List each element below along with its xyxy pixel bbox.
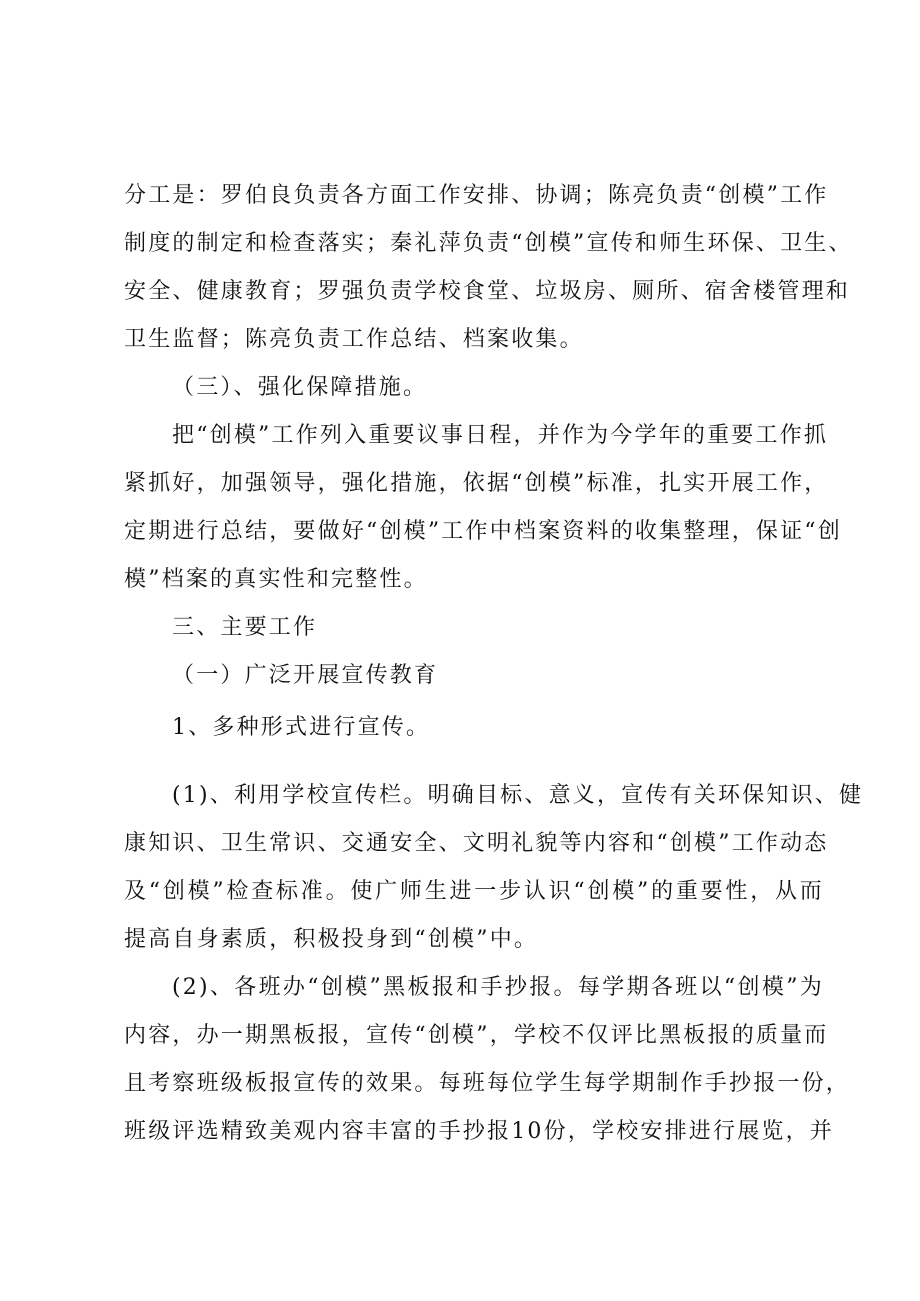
paragraph-line: (1)、利用学校宣传栏。明确目标、意义，宣传有关环保知识、健: [172, 783, 864, 808]
paragraph-line: 班级评选精致美观内容丰富的手抄报10份，学校安排进行展览，并: [124, 1119, 834, 1144]
paragraph-line: 及“创模”检查标准。使广师生进一步认识“创模”的重要性，从而: [124, 879, 824, 904]
section-heading: 三、主要工作: [172, 615, 318, 640]
paragraph-line: 提高自身素质，积极投身到“创模”中。: [124, 927, 539, 952]
paragraph-line: 分工是：罗伯良负责各方面工作安排、协调；陈亮负责“创模”工作: [124, 183, 829, 208]
paragraph-line: 定期进行总结，要做好“创模”工作中档案资料的收集整理，保证“创: [124, 519, 842, 544]
subsection-heading: （一）广泛开展宣传教育: [172, 663, 439, 688]
paragraph-line: 模”档案的真实性和完整性。: [124, 567, 428, 592]
paragraph-line: 卫生监督；陈亮负责工作总结、档案收集。: [124, 327, 584, 352]
paragraph-line: 且考察班级板报宣传的效果。每班每位学生每学期制作手抄报一份，: [124, 1071, 851, 1096]
item-heading: 1、多种形式进行宣传。: [172, 715, 431, 740]
paragraph-line: 康知识、卫生常识、交通安全、文明礼貌等内容和“创模”工作动态: [124, 831, 829, 856]
paragraph-line: 安全、健康教育；罗强负责学校食堂、垃圾房、厕所、宿舍楼管理和: [124, 279, 851, 304]
paragraph-line: (2)、各班办“创模”黑板报和手抄报。每学期各班以“创模”为: [172, 975, 824, 1000]
paragraph-line: 制度的制定和检查落实；秦礼萍负责“创模”宣传和师生环保、卫生、: [124, 231, 853, 256]
section-heading: （三）、强化保障措施。: [172, 375, 428, 400]
paragraph-line: 内容，办一期黑板报，宣传“创模”，学校不仅评比黑板报的质量而: [124, 1023, 829, 1048]
paragraph-line: 把“创模”工作列入重要议事日程，并作为今学年的重要工作抓: [172, 423, 829, 448]
paragraph-line: 紧抓好，加强领导，强化措施，依据“创模”标准，扎实开展工作，: [124, 471, 829, 496]
